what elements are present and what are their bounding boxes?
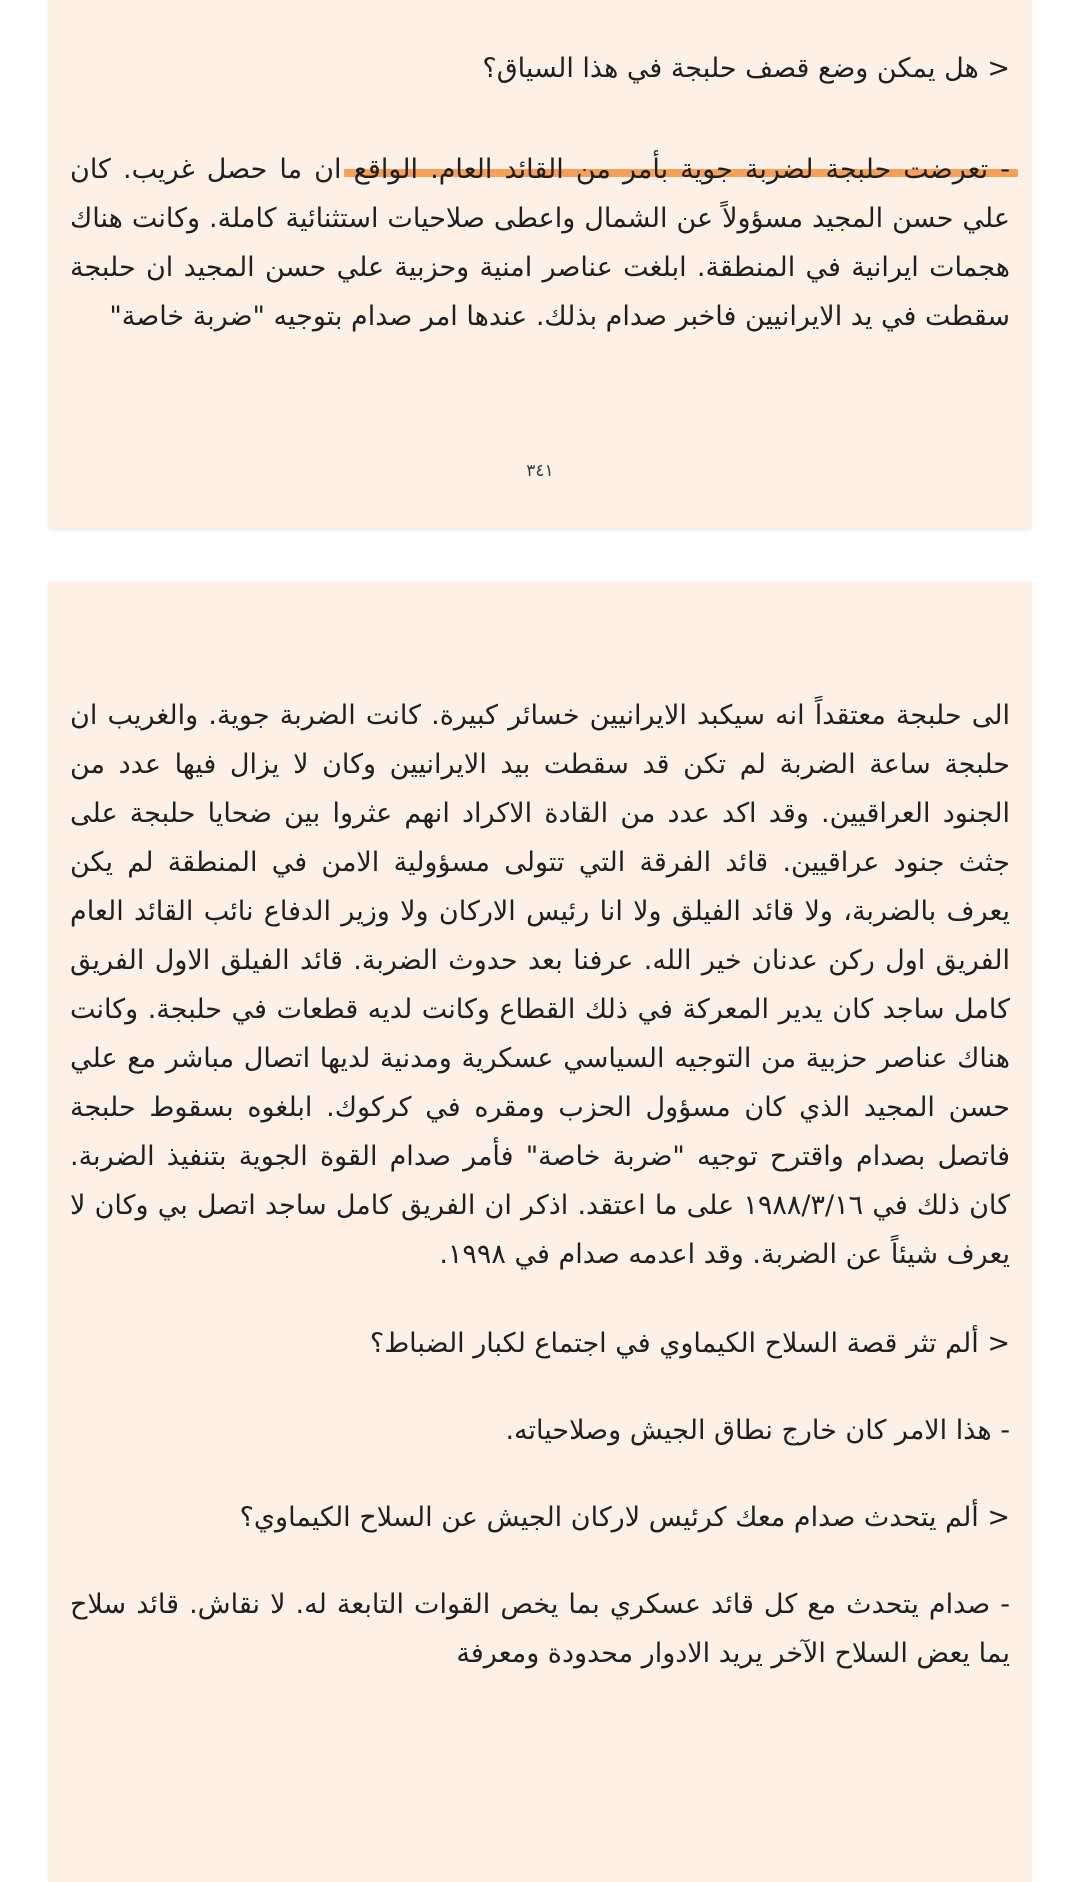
question-paragraph: < ألم يتحدث صدام معك كرئيس لاركان الجيش عن السلاح الكيماوي؟ [239, 1502, 1010, 1533]
question-paragraph: < ألم تثر قصة السلاح الكيماوي في اجتماع لكبار الضباط؟ [369, 1328, 1010, 1359]
page-text [70, 44, 1010, 341]
page-341 [48, 0, 1032, 528]
answer-continuation-paragraph: الى حلبجة معتقداً انه سيكبد الايرانيين خسائر كبيرة. كانت الضربة جوية. والغريب ان حلبجة ساعة الضربة لم تكن قد سقطت بيد الايرانيين وكان لا يزال فيها عدد من الجنود العراقيين. وقد اكد عدد من القادة الاكراد انهم عثروا بين ضحايا حلبجة على جثث جنود عراقيين. قائد الفرقة التي تتولى مسؤولية الامن في المنطقة لم يكن يعرف بالضربة، ولا قائد الفيلق ولا انا رئيس الاركان ولا وزير الدفاع نائب القائد العام الفريق اول ركن عدنان خير الله. عرفنا بعد حدوث الضربة. قائد الفيلق الاول الفريق كامل ساجد كان يدير المعركة في ذلك القطاع وكانت لديه قطعات في حلبجة. وكانت هناك عناصر حزبية من التوجيه السياسي عسكرية ومدنية لديها اتصال مباشر مع علي حسن المجيد الذي كان مسؤول الحزب ومقره في كركوك. ابلغوه بسقوط حلبجة فاتصل بصدام واقترح توجيه "ضربة خاصة" فأمر صدام القوة الجوية بتنفيذ الضربة. كان ذلك في ١٩٨٨/٣/١٦ على ما اعتقد. اذكر ان الفريق كامل ساجد اتصل بي وكان لا يعرف شيئاً عن الضربة. وقد اعدمه صدام في ١٩٩٨. [70, 700, 1010, 1270]
answer-paragraph: - تعرضت حلبجة لضربة جوية بأمر من القائد العام. الواقع ان ما حصل غريب. كان علي حسن المجيد مسؤولاً عن الشمال واعطى صلاحيات استثنائية كاملة. وكانت هناك هجمات ايرانية في المنطقة. ابلغت عناصر امنية وحزبية علي حسن المجيد ان حلبجة سقطت في يد الايرانيين فاخبر صدام بذلك. عندها امر صدام بتوجيه "ضربة خاصة" [70, 154, 1010, 332]
page-text [70, 691, 1010, 1678]
answer-paragraph: - هذا الامر كان خارج نطاق الجيش وصلاحياته. [505, 1415, 1010, 1446]
question-paragraph: < هل يمكن وضع قصف حلبجة في هذا السياق؟ [482, 53, 1010, 84]
page-342 [48, 582, 1032, 1882]
answer-paragraph: - صدام يتحدث مع كل قائد عسكري بما يخص القوات التابعة له. لا نقاش. قائد سلاح يما يعض السلاح الآخر يريد الادوار محدودة ومعرفة [70, 1589, 1010, 1669]
page-number: ٣٤١ [526, 461, 554, 481]
